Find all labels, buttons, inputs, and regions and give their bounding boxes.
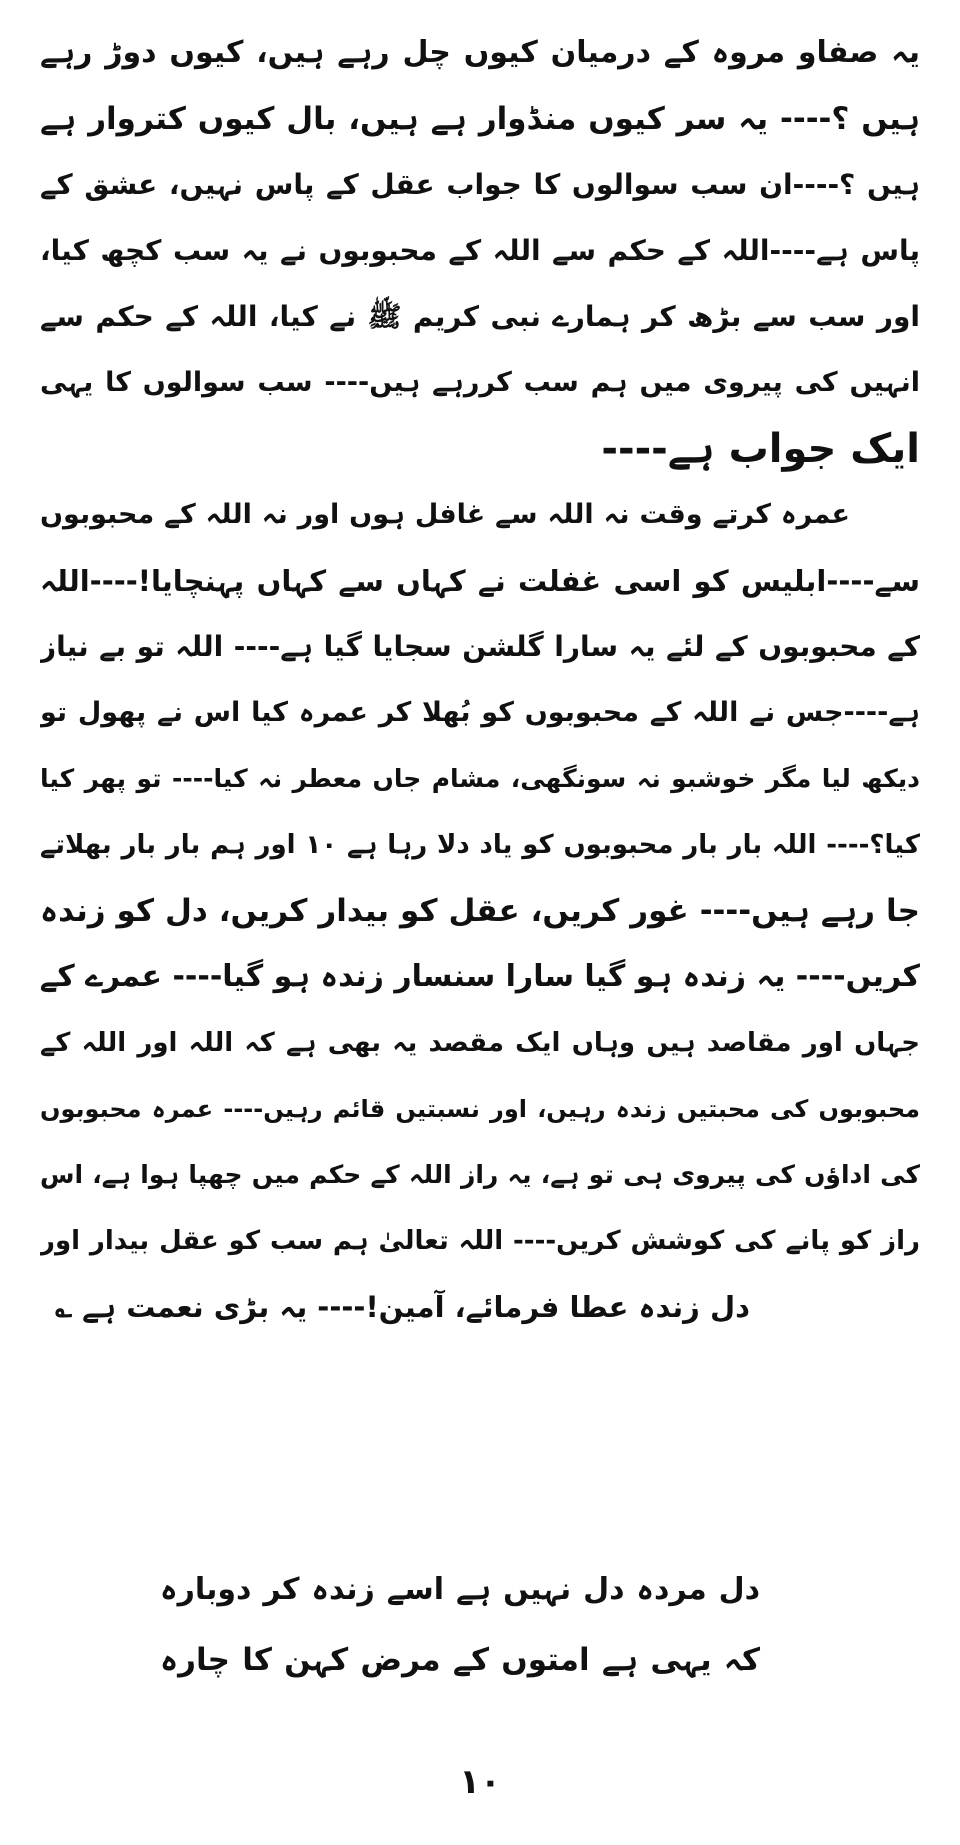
text-line: ہیں ؟----ان سب سوالوں کا جواب عقل کے پاس نہیں، عشق کے xyxy=(40,168,920,201)
text-line: کیا؟---- اللہ بار بار محبوبوں کو یاد دلا رہا ہے ۱۰ اور ہم بار بار بھلاتے xyxy=(40,830,920,860)
body-text xyxy=(40,20,920,1340)
text-line: ہیں ؟---- یہ سر کیوں منڈوار ہے ہیں، بال کیوں کتروار ہے xyxy=(40,101,920,137)
verse-line: دل مردہ دل نہیں ہے اسے زندہ کر دوبارہ xyxy=(160,1572,760,1607)
page-number: ۱۰ xyxy=(459,1762,501,1802)
text-line: ہے----جس نے اللہ کے محبوبوں کو بُھلا کر عمرہ کیا اس نے پھول تو xyxy=(40,697,920,728)
text-line: ایک جواب ہے---- xyxy=(601,426,920,472)
text-line: سے----ابلیس کو اسی غفلت نے کہاں سے کہاں پہنچایا!----اللہ xyxy=(40,564,920,598)
text-line: یہ صفاو مروہ کے درمیان کیوں چل رہے ہیں، کیوں دوڑ رہے xyxy=(40,35,920,70)
text-line: کی اداؤں کی پیروی ہی تو ہے، یہ راز اللہ کے حکم میں چھپا ہوا ہے، اس xyxy=(40,1160,920,1189)
text-line: دیکھ لیا مگر خوشبو نہ سونگھی، مشام جاں معطر نہ کیا---- تو پھر کیا xyxy=(40,764,920,793)
text-line: محبوبوں کی محبتیں زندہ رہیں، اور نسبتیں قائم رہیں---- عمرہ محبوبوں xyxy=(40,1095,920,1123)
verse-line: کہ یہی ہے امتوں کے مرض کہن کا چارہ xyxy=(160,1642,760,1678)
text-line: کریں---- یہ زندہ ہو گیا سارا سنسار زندہ ہو گیا---- عمرے کے xyxy=(40,959,920,994)
text-line: پاس ہے----اللہ کے حکم سے اللہ کے محبوبوں نے یہ سب کچھ کیا، xyxy=(40,234,920,267)
text-line: اور سب سے بڑھ کر ہمارے نبی کریم ﷺ نے کیا، اللہ کے حکم سے xyxy=(40,300,920,333)
text-line: عمرہ کرتے وقت نہ اللہ سے غافل ہوں اور نہ اللہ کے محبوبوں xyxy=(40,499,850,530)
text-line: کے محبوبوں کے لئے یہ سارا گلشن سجایا گیا ہے---- اللہ تو بے نیاز xyxy=(40,630,920,663)
poetry-couplet xyxy=(160,1555,760,1695)
text-line: دل زندہ عطا فرمائے، آمین!---- یہ بڑی نعمت ہے ؎ xyxy=(55,1290,750,1324)
text-line: راز کو پانے کی کوشش کریں---- اللہ تعالیٰ ہم سب کو عقل بیدار اور xyxy=(40,1226,920,1256)
text-line: جا رہے ہیں---- غور کریں، عقل کو بیدار کریں، دل کو زندہ xyxy=(40,893,920,929)
text-line: انہیں کی پیروی میں ہم سب کررہے ہیں---- سب سوالوں کا یہی xyxy=(40,367,920,398)
text-line: جہاں اور مقاصد ہیں وہاں ایک مقصد یہ بھی ہے کہ اللہ اور اللہ کے xyxy=(40,1028,920,1058)
